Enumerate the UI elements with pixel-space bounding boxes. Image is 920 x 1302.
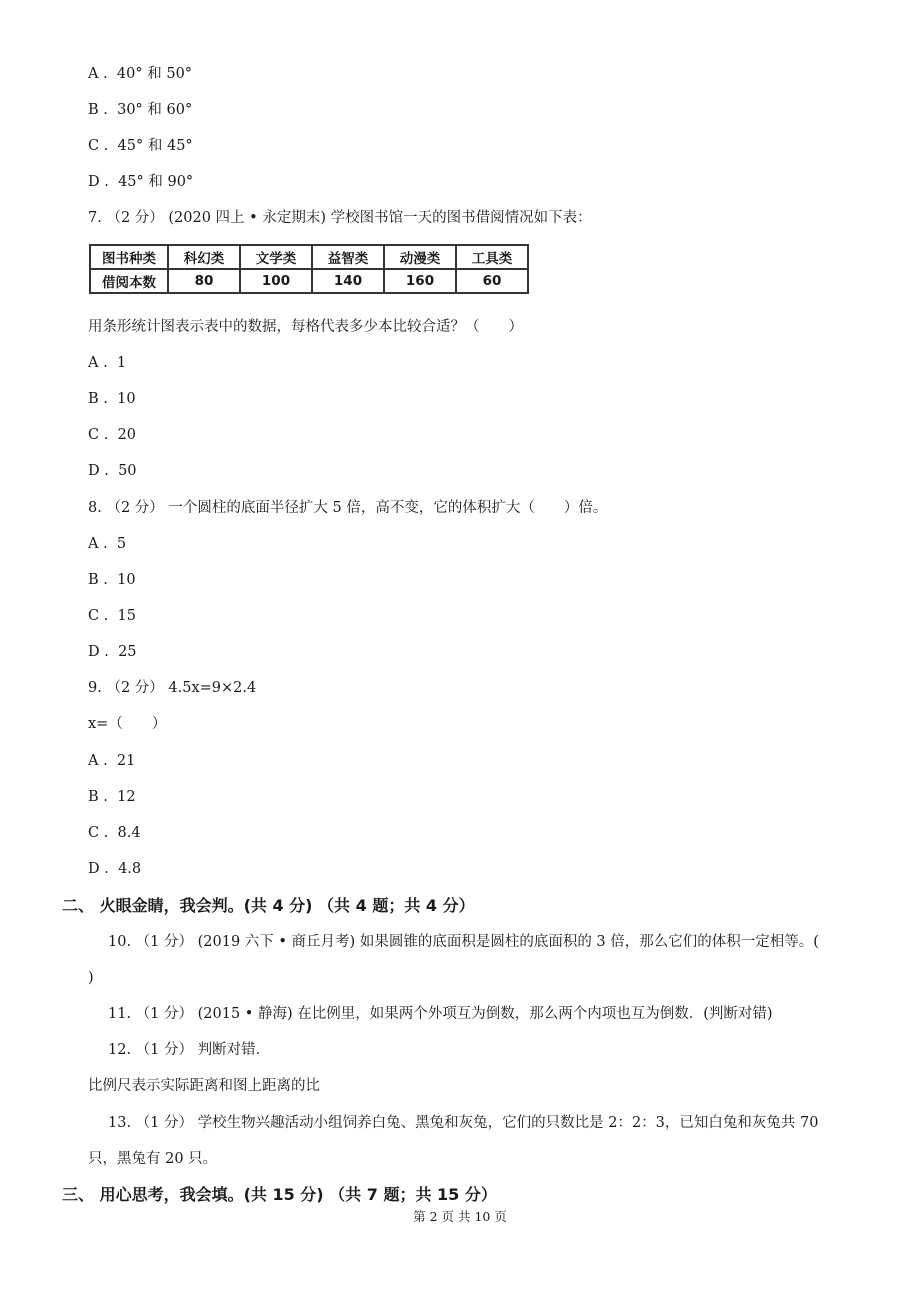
q9-option-b: B . 12 — [88, 789, 136, 805]
q9-option-a: A . 21 — [88, 753, 136, 769]
q8-option-b: B . 10 — [88, 572, 136, 588]
q6-option-b: B . 30° 和 60° — [88, 102, 193, 118]
q10-line-1: 10. （1 分） (2019 六下 • 商丘月考) 如果圆锥的底面积是圆柱的底面积的 3 倍，那么它们的体积一定相等。( — [108, 934, 819, 950]
q8-option-c: C . 15 — [88, 608, 136, 624]
q9-question: x=（ ） — [88, 716, 167, 732]
table-row — [90, 245, 528, 269]
book-borrowing-table — [89, 244, 529, 294]
table-cell: 动漫类 — [384, 245, 456, 269]
q8-option-d: D . 25 — [88, 644, 137, 660]
q9-stem: 9. （2 分） 4.5x=9×2.4 — [88, 680, 257, 696]
q10-line-2: ) — [88, 970, 94, 986]
q12-stem: 12. （1 分） 判断对错． — [108, 1042, 271, 1058]
q6-option-d: D . 45° 和 90° — [88, 174, 194, 190]
table-cell: 益智类 — [312, 245, 384, 269]
page-footer: 第 2 页 共 10 页 — [413, 1209, 507, 1224]
q12-text: 比例尺表示实际距离和图上距离的比 — [88, 1078, 320, 1094]
table-row — [90, 269, 528, 293]
q8-stem: 8. （2 分） 一个圆柱的底面半径扩大 5 倍，高不变，它的体积扩大（ ）倍。 — [88, 500, 608, 516]
q7-option-a: A . 1 — [88, 355, 127, 371]
q7-stem: 7. （2 分） (2020 四上 • 永定期末) 学校图书馆一天的图书借阅情况如下表： — [88, 210, 592, 226]
section-2-title: 二、 火眼金睛，我会判。(共 4 分) （共 4 题；共 4 分） — [62, 896, 475, 915]
q9-option-c: C . 8.4 — [88, 825, 141, 841]
table-cell: 工具类 — [456, 245, 528, 269]
q7-option-b: B . 10 — [88, 391, 136, 407]
section-3-title: 三、 用心思考，我会填。(共 15 分) （共 7 题；共 15 分） — [62, 1185, 497, 1204]
table-cell: 60 — [456, 269, 528, 293]
q9-option-d: D . 4.8 — [88, 861, 142, 877]
q8-option-a: A . 5 — [88, 536, 127, 552]
table-head-category: 图书种类 — [90, 245, 168, 269]
table-head-count: 借阅本数 — [90, 269, 168, 293]
q13-line-1: 13. （1 分） 学校生物兴趣活动小组饲养白兔、黑兔和灰兔，它们的只数比是 2：2：3，已知白兔和灰兔共 70 — [108, 1115, 819, 1131]
q11: 11. （1 分） (2015 • 静海) 在比例里，如果两个外项互为倒数，那么两个内项也互为倒数．(判断对错) — [108, 1006, 773, 1022]
q7-option-d: D . 50 — [88, 463, 137, 479]
q6-option-a: A . 40° 和 50° — [88, 66, 193, 82]
table-cell: 80 — [168, 269, 240, 293]
table-cell: 140 — [312, 269, 384, 293]
table-cell: 文学类 — [240, 245, 312, 269]
q13-line-2: 只，黑兔有 20 只。 — [88, 1151, 218, 1167]
table-cell: 科幻类 — [168, 245, 240, 269]
q6-option-c: C . 45° 和 45° — [88, 138, 193, 154]
q7-question: 用条形统计图表示表中的数据，每格代表多少本比较合适？（ ） — [88, 319, 523, 335]
q7-option-c: C . 20 — [88, 427, 136, 443]
table-cell: 160 — [384, 269, 456, 293]
table-cell: 100 — [240, 269, 312, 293]
